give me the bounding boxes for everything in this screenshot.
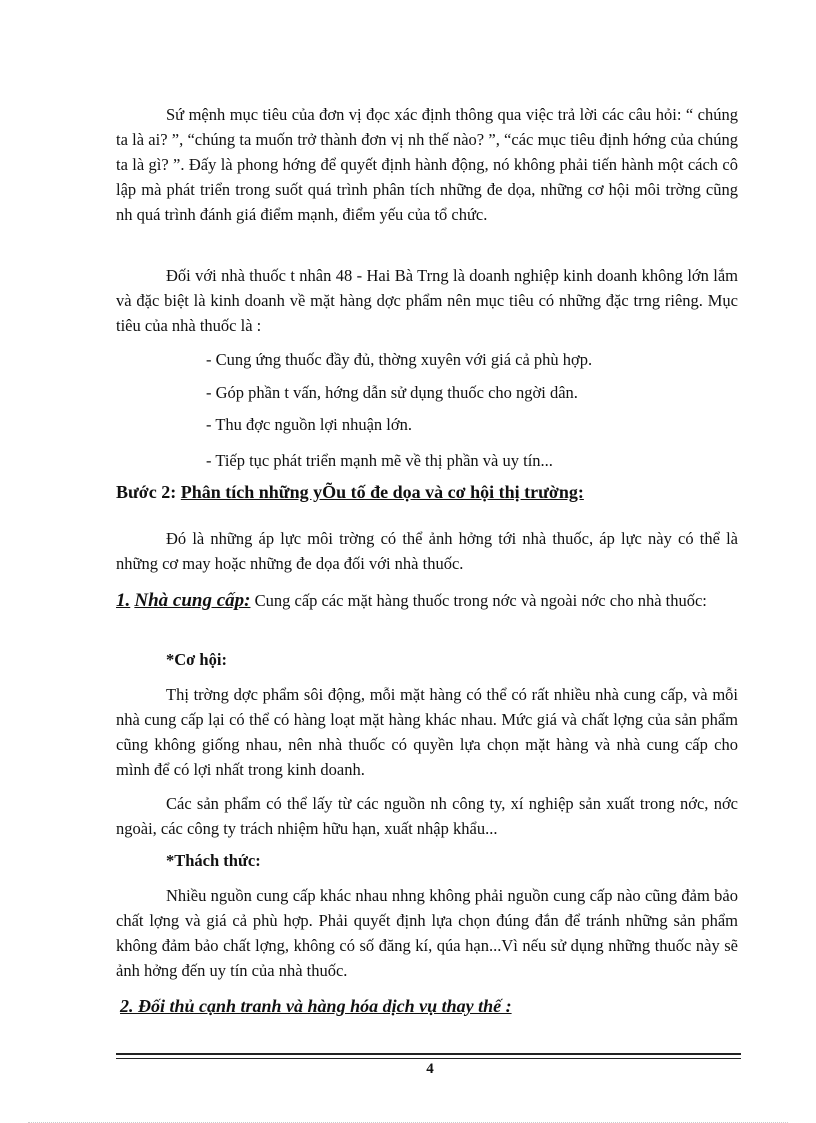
page-number: 4 — [426, 1061, 434, 1077]
supplier-number: 1. — [116, 590, 131, 611]
challenge-heading: *Thách thức: — [166, 851, 261, 870]
supplier-text: Cung cấp các mặt hàng thuốc trong nớc và ngoài nớc cho nhà thuốc: — [254, 591, 707, 610]
goal-item: - Thu đợc nguồn lợi nhuận lớn. — [206, 415, 412, 434]
supplier-section — [116, 587, 738, 614]
footer-rule-thin — [116, 1058, 741, 1059]
step2-label: Bước 2: — [116, 482, 177, 502]
paragraph-pharmacy-goals: Đối với nhà thuốc t nhân 48 - Hai Bà Trng là doanh nghiệp kinh doanh không lớn lắm và đặc biệt là kinh doanh về mặt hàng dợc phẩm nên mục tiêu có những đặc trng riêng. Mục tiêu của nhà thuốc là : — [116, 266, 738, 335]
step2-title: Phân tích những yÕu tố đe dọa và cơ hội thị trường: — [180, 482, 584, 502]
goal-item: - Cung ứng thuốc đầy đủ, thờng xuyên với giá cả phù hợp. — [206, 350, 593, 369]
goal-item: - Tiếp tục phát triển mạnh mẽ về thị phần và uy tín... — [206, 451, 553, 470]
paragraph-opportunity-1: Thị trờng dợc phẩm sôi động, mỗi mặt hàng có thể có rất nhiều nhà cung cấp, và mỗi nhà cung cấp lại có thể có hàng loạt mặt hàng khác nhau. Mức giá và chất lợng của sản phẩm cũng không giống nhau, nên nhà thuốc có quyền lựa chọn mặt hàng và nhà cung cấp cho mình để có lợi nhất trong kinh doanh. — [116, 685, 738, 779]
paragraph-opportunity-2: Các sản phẩm có thể lấy từ các nguồn nh công ty, xí nghiệp sản xuất trong nớc, nớc ngoài, các công ty trách nhiệm hữu hạn, xuất nhập khẩu... — [116, 794, 738, 838]
paragraph-mission: Sứ mệnh mục tiêu của đơn vị đọc xác định thông qua việc trả lời các câu hỏi: “ chúng ta là ai? ”, “chúng ta muốn trở thành đơn vị nh thế nào? ”, “các mục tiêu định hớng của chúng ta là gì? ”. Đấy là phong hớng để quyết định hành động, nó không phải tiến hành một cách cô lập mà phát triển trong suốt quá trình phân tích những đe dọa, những cơ hội môi trờng cũng nh quá trình đánh giá điểm mạnh, điểm yếu của tổ chức. — [116, 105, 738, 224]
step2-heading — [116, 482, 584, 503]
competitor-title: 2. Đối thủ cạnh tranh và hàng hóa dịch vụ thay thế : — [120, 996, 512, 1016]
competitor-heading — [120, 996, 512, 1017]
opportunity-heading: *Cơ hội: — [166, 650, 227, 669]
paragraph-step2-intro: Đó là những áp lực môi trờng có thể ảnh hởng tới nhà thuốc, áp lực này có thể là những cơ may hoặc những đe dọa đối với nhà thuốc. — [116, 529, 738, 573]
supplier-title: Nhà cung cấp: — [134, 590, 251, 611]
paragraph-challenge: Nhiều nguồn cung cấp khác nhau nhng không phải nguồn cung cấp nào cũng đảm bảo chất lợng và giá cả phù hợp. Phải quyết định lựa chọn đúng đắn để tránh những sản phẩm không đảm bảo chất lợng, không có số đăng kí, qúa hạn...Vì nếu sử dụng những thuốc này sẽ ảnh hởng đến uy tín của nhà thuốc. — [116, 886, 738, 980]
goal-item: - Góp phần t vấn, hớng dẫn sử dụng thuốc cho ngời dân. — [206, 383, 578, 402]
footer-rule — [116, 1053, 741, 1055]
